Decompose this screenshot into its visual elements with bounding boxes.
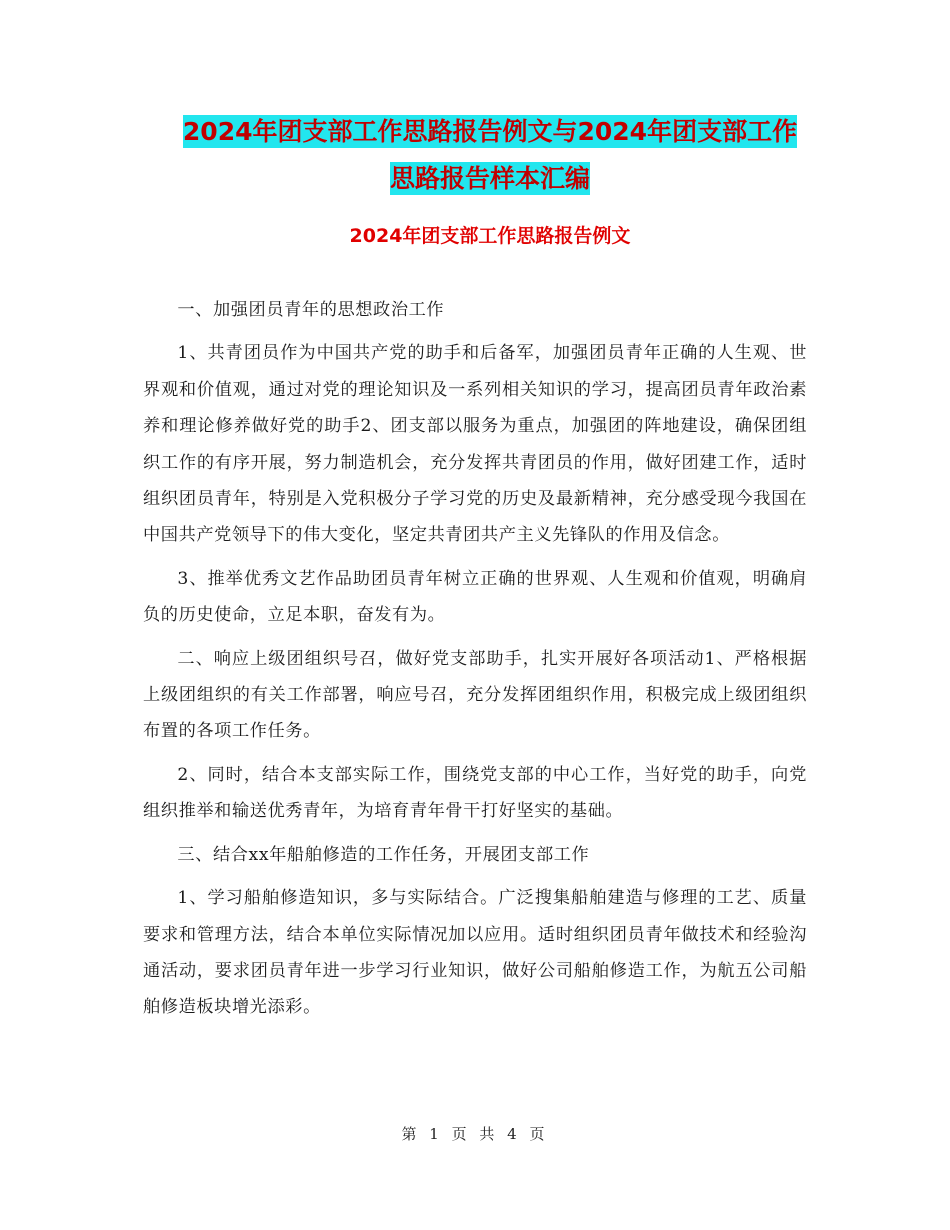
document-title (140, 108, 840, 202)
paragraph: 二、响应上级团组织号召，做好党支部助手，扎实开展好各项活动1、严格根据上级团组织的有关工作部署，响应号召，充分发挥团组织作用，积极完成上级团组织布置的各项工作任务。 (143, 648, 807, 742)
section-title: 2024年团支部工作思路报告例文 (349, 225, 631, 247)
page-footer: 第 1 页 共 4 页 (401, 1125, 549, 1143)
paragraph: 1、共青团员作为中国共产党的助手和后备军，加强团员青年正确的人生观、世界观和价值观，通过对党的理论知识及一系列相关知识的学习，提高团员青年政治素养和理论修养做好党的助手2、团支部以服务为重点，加强团的阵地建设，确保团组织工作的有序开展，努力制造机会，充分发挥共青团员的作用，做好团建工作，适时组织团员青年，特别是入党积极分子学习党的历史及最新精神，充分感受现今我国在中国共产党领导下的伟大变化，坚定共青团共产主义先锋队的作用及信念。 (143, 343, 807, 546)
paragraph: 1、学习船舶修造知识，多与实际结合。广泛搜集船舶建造与修理的工艺、质量要求和管理方法，结合本单位实际情况加以应用。适时组织团员青年做技术和经验沟通活动，要求团员青年进一步学习行业知识，做好公司船舶修造工作，为航五公司船舶修造板块增光添彩。 (143, 888, 807, 1018)
paragraph: 3、推举优秀文艺作品助团员青年树立正确的世界观、人生观和价值观，明确肩负的历史使命，立足本职，奋发有为。 (143, 568, 807, 626)
paragraph: 2、同时，结合本支部实际工作，围绕党支部的中心工作，当好党的助手，向党组织推举和输送优秀青年，为培育青年骨干打好坚实的基础。 (143, 764, 807, 822)
document-title-line-1: 2024年团支部工作思路报告例文与2024年团支部工作 (182, 117, 798, 146)
document-body (143, 292, 807, 1026)
document-title-line-2: 思路报告样本汇编 (389, 164, 590, 193)
paragraph-heading-1: 一、加强团员青年的思想政治工作 (177, 300, 445, 320)
paragraph-heading-3: 三、结合xx年船舶修造的工作任务，开展团支部工作 (177, 844, 590, 865)
